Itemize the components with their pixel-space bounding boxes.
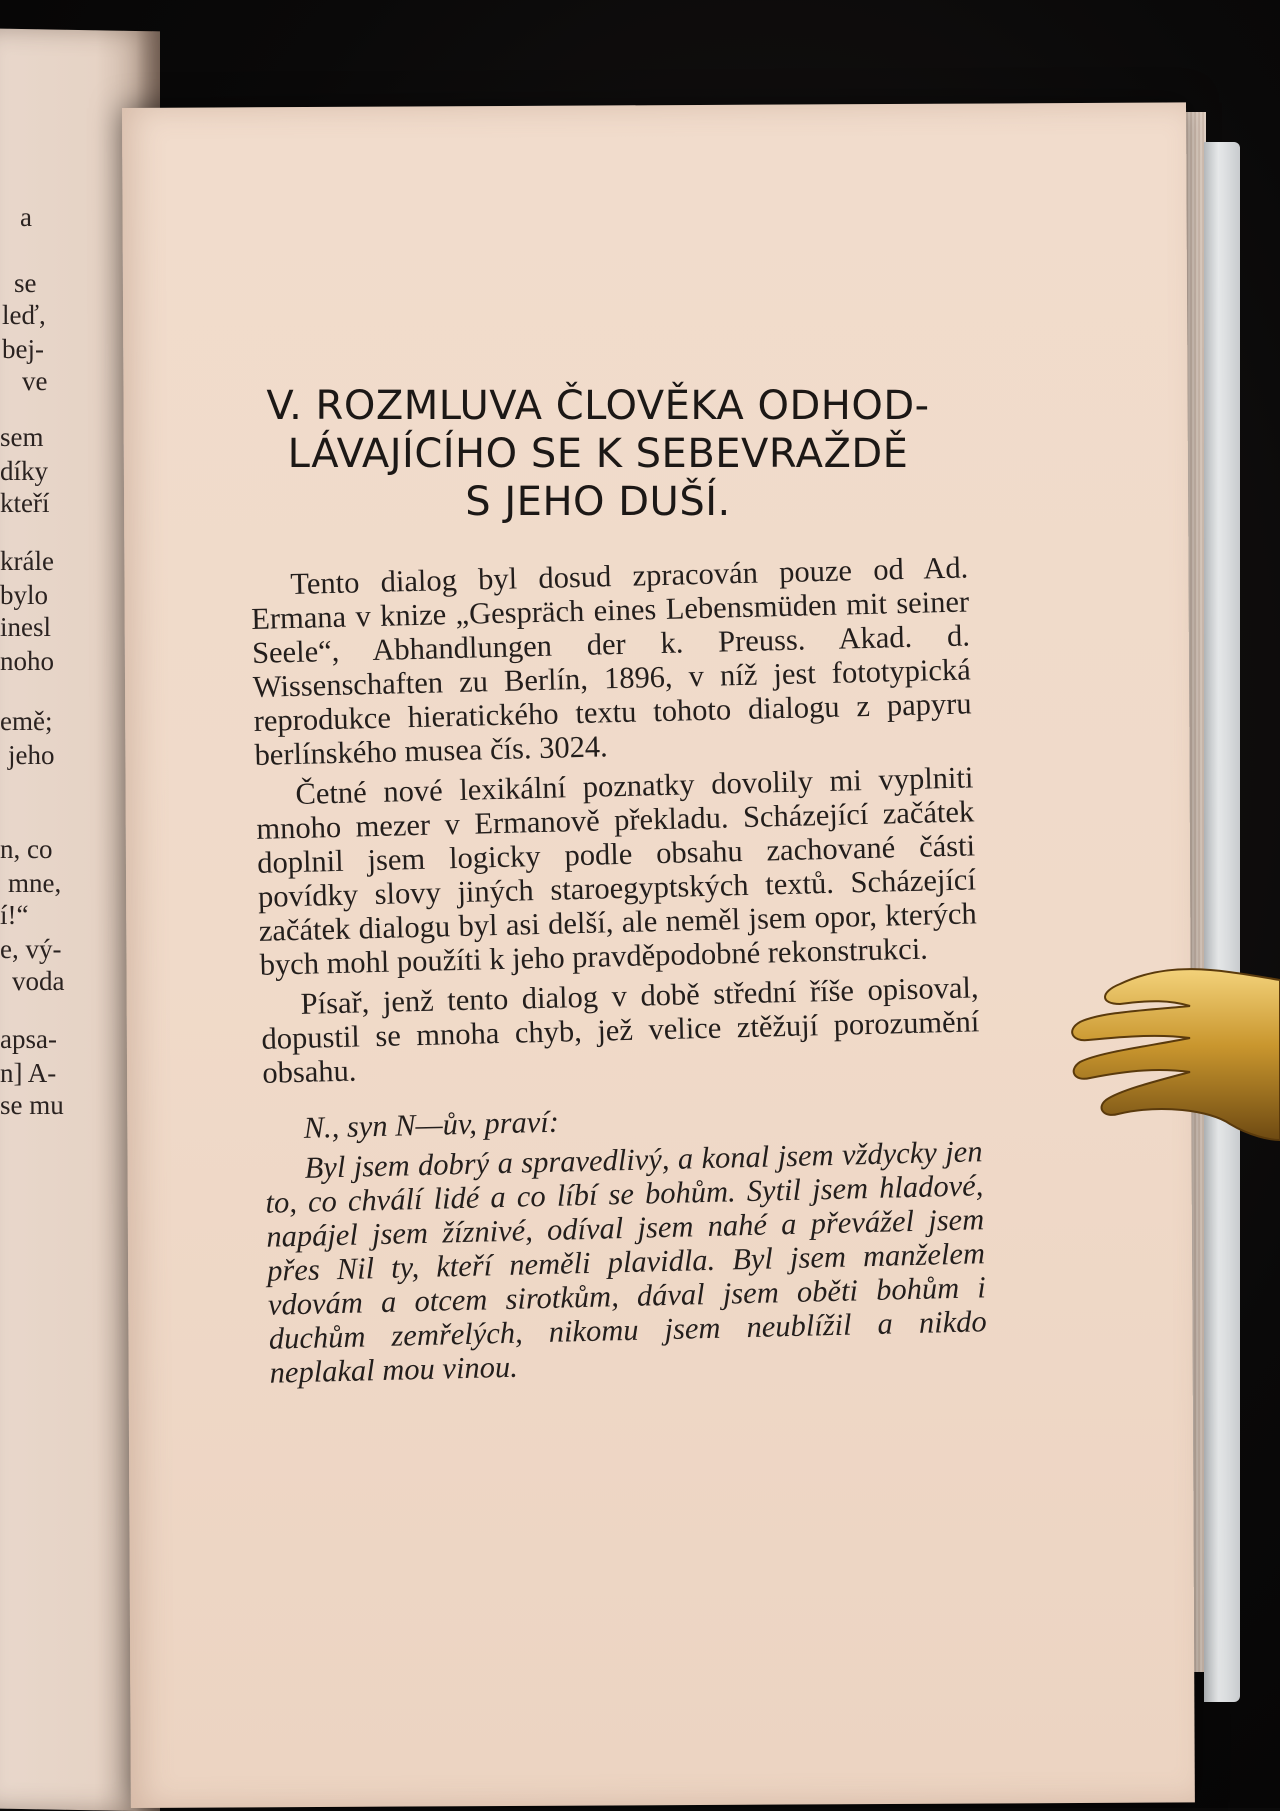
left-fragment: apsa- <box>0 1024 57 1054</box>
page-body <box>250 550 988 1395</box>
left-fragment: noho <box>0 646 54 676</box>
left-fragment: krále <box>0 546 54 576</box>
left-fragment: sem <box>0 422 44 452</box>
left-fragment: jeho <box>8 740 55 770</box>
left-fragment: n] A- <box>0 1058 57 1088</box>
title-line: S JEHO DUŠÍ. <box>465 479 731 525</box>
paragraph-lexical: Četné nové lexikální poznatky dovolily mi vyplniti mnoho mezer v Ermanově překladu. Scházející začátek doplnil jsem logicky podle obsahu zachované části povídky slovy jiných staroegyptských textů. Scházející začátek dialogu byl asi delší, ale neměl jsem opor, kterých bych mohl použíti k jeho pravděpodobné rekonstrukci. <box>255 760 978 982</box>
left-fragment: e, vý- <box>0 934 62 964</box>
left-fragment: ve <box>22 366 48 396</box>
left-fragment: se <box>14 268 37 298</box>
paragraph-scribe: Písař, jenž tento dialog v době střední říše opisoval, dopustil se mnoha chyb, jež velice ztěžují porozumění obsahu. <box>261 970 980 1090</box>
left-fragment: emě; <box>0 706 53 736</box>
speaker-heading: N., syn N—ův, praví: <box>303 1104 560 1145</box>
left-fragment: bej- <box>2 334 44 364</box>
paragraph-speech: Byl jsem dobrý a spravedlivý, a konal jsem vždycky jen to, co chválí lidé a co líbí se bohům. Sytil jsem hladové, napájel jsem žíznivé, odíval jsem nahé a převážel jsem přes Nil ty, kteří neměli plavidla. Byl jsem manželem vdovám a otcem sirotkům, dával jsem oběti bohům i duchům zemřelých, nikomu jsem neublížil a nikdo neplakal mou vinou. <box>265 1134 988 1390</box>
left-fragment: díky <box>0 456 49 486</box>
left-fragment: inesl <box>0 612 51 642</box>
left-fragment: mne, <box>8 868 62 898</box>
paragraph-intro: Tento dialog byl dosud zpracován pouze od Ad. Ermana v knize „Gespräch eines Lebensmüden mit seiner Seele“, Abhandlungen der k. Preuss. Akad. d. Wissenschaften zu Berlín, 1896, v níž jest fototypická reprodukce hieratického textu tohoto dialogu z papyru berlínského musea čís. 3024. <box>250 550 972 772</box>
left-page-text <box>0 0 110 1800</box>
left-fragment: a <box>20 202 32 232</box>
left-fragment: leď, <box>2 300 46 330</box>
book-cover-edge <box>1204 142 1240 1702</box>
left-fragment: n, co <box>0 834 53 864</box>
left-fragment: kteří <box>0 488 50 518</box>
title-line: V. ROZMLUVA ČLOVĚKA ODHOD- <box>266 383 930 429</box>
left-fragment: bylo <box>0 580 49 610</box>
left-fragment: í!“ <box>0 900 29 930</box>
brass-hand-page-holder <box>1060 960 1280 1160</box>
left-fragment: se mu <box>0 1090 64 1120</box>
left-fragment: voda <box>12 966 65 996</box>
chapter-title <box>238 382 958 526</box>
title-line: LÁVAJÍCÍHO SE K SEBEVRAŽDĚ <box>287 431 909 477</box>
